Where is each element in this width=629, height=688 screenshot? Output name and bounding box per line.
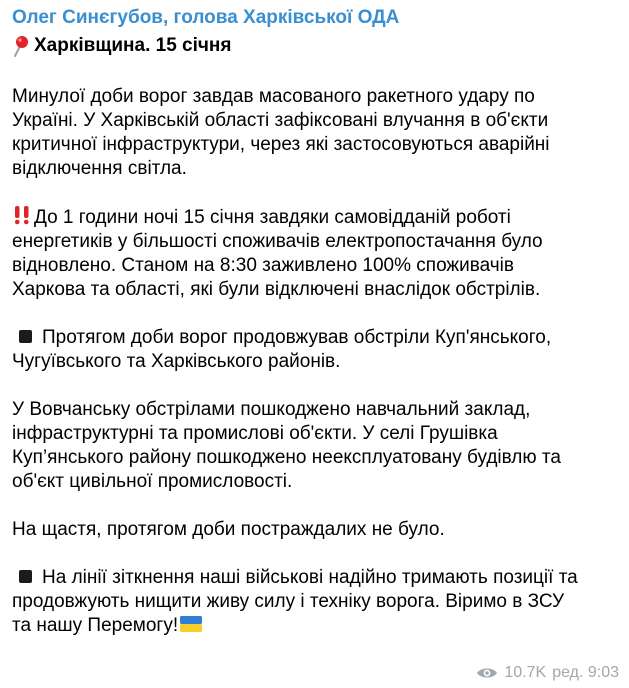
text-line: відновлено. Станом на 8:30 заживлено 100% споживачів (12, 255, 514, 276)
text-line-content: До 1 години ночі 15 січня завдяки самовідданій роботі (34, 207, 511, 228)
headline-text: Харківщина. 15 січня (34, 35, 232, 56)
text-line: об'єкт цивільної промисловості. (12, 471, 293, 492)
text-line: У Вовчанську обстрілами пошкоджено навчальний заклад, (12, 399, 531, 420)
text-line: Минулої доби ворог завдав масованого ракетного удару по (12, 86, 535, 107)
post-author-name[interactable]: Олег Синєгубов, голова Харківської ОДА (12, 7, 400, 28)
black-square-icon (19, 330, 32, 343)
post-headline (12, 34, 619, 58)
edited-timestamp: ред. 9:03 (552, 664, 619, 681)
text-line: Чугуївського та Харківського районів. (12, 351, 341, 372)
text-line: Україні. У Харківській області зафіксовані влучання в об'єкти (12, 110, 549, 131)
eye-icon (476, 666, 498, 680)
text-line (12, 614, 619, 638)
text-line: Куп’янського району пошкоджено неексплуатовану будівлю та (12, 447, 561, 468)
text-line: Харкова та області, які були відключені внаслідок обстрілів. (12, 279, 541, 300)
text-line (12, 566, 619, 590)
post-meta (476, 664, 619, 682)
text-line: На щастя, протягом доби постраждалих не було. (12, 519, 445, 540)
post-body (12, 85, 619, 638)
text-line: відключення світла. (12, 158, 187, 179)
text-line: енергетиків у більшості споживачів електропостачання було (12, 231, 543, 252)
paragraph-damage (12, 398, 619, 494)
view-count: 10.7K (504, 664, 547, 681)
paragraph-no-casualties (12, 518, 619, 542)
text-line: інфраструктурні та промислові об'єкти. У селі Грушівка (12, 423, 498, 444)
paragraph-frontline (12, 566, 619, 638)
text-line: продовжують нищити живу силу і техніку ворога. Віримо в ЗСУ (12, 591, 565, 612)
text-line-content: На лінії зіткнення наші військові надійно тримають позиції та (42, 567, 578, 588)
ukraine-flag-icon (180, 616, 202, 632)
paragraph-missile-strike (12, 85, 619, 181)
text-line-content: Протягом доби ворог продовжував обстріли Куп'янського, (42, 327, 552, 348)
paragraph-power-restored (12, 205, 619, 302)
text-line: критичної інфраструктури, через які застосовуються аварійні (12, 134, 550, 155)
text-line-content: та нашу Перемогу! (12, 615, 179, 636)
round-pushpin-icon (12, 35, 30, 57)
text-line (12, 205, 619, 230)
paragraph-shelling (12, 326, 619, 374)
text-line (12, 326, 619, 350)
black-square-icon (19, 570, 32, 583)
double-exclamation-icon (12, 205, 32, 225)
